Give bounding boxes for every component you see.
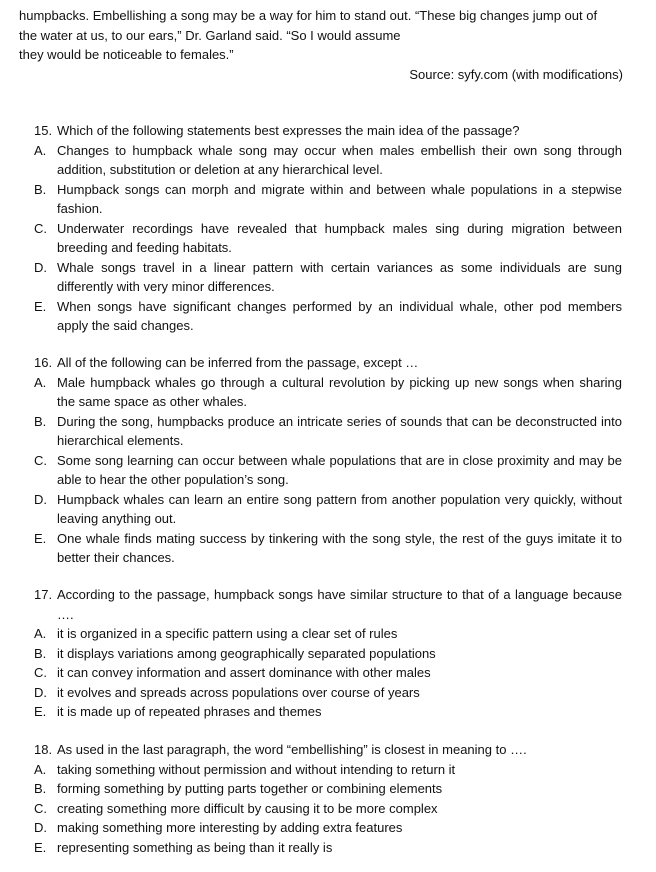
option-text: it displays variations among geographically separated populations: [57, 645, 436, 661]
option-e[interactable]: [34, 529, 622, 568]
option-b[interactable]: [34, 779, 622, 799]
option-letter: C.: [34, 665, 47, 680]
option-e[interactable]: [34, 702, 622, 722]
option-text: making something more interesting by adding extra features: [57, 820, 403, 835]
question-number: 18.: [34, 742, 53, 757]
option-e[interactable]: [34, 297, 622, 336]
option-c[interactable]: [34, 799, 622, 819]
option-list: [34, 760, 622, 858]
option-text: creating something more difficult by causing it to be more complex: [57, 800, 438, 816]
option-text: During the song, humpbacks produce an intricate series of sounds that can be deconstructed into hierarchical elements.: [57, 413, 622, 448]
option-letter: D.: [34, 491, 47, 507]
question-stem: [34, 585, 622, 624]
option-letter: D.: [34, 820, 47, 835]
question-stem: [34, 740, 622, 760]
option-letter: E.: [34, 298, 47, 314]
option-d[interactable]: [34, 490, 622, 529]
option-letter: B.: [34, 413, 47, 429]
question-text: Which of the following statements best expresses the main idea of the passage?: [57, 123, 520, 138]
option-letter: E.: [34, 704, 47, 719]
option-letter: C.: [34, 220, 47, 236]
option-a[interactable]: [34, 624, 622, 644]
option-d[interactable]: [34, 258, 622, 297]
option-letter: C.: [34, 452, 47, 468]
option-text: Changes to humpback whale song may occur when males embellish their own song through addition, substitution or deletion at any hierarchical level.: [57, 142, 622, 177]
option-a[interactable]: [34, 760, 622, 780]
option-letter: E.: [34, 530, 47, 546]
question-17: [34, 585, 622, 722]
option-text: it is made up of repeated phrases and themes: [57, 704, 322, 719]
option-letter: B.: [34, 781, 47, 796]
option-text: When songs have significant changes performed by an individual whale, other pod members apply the said changes.: [57, 298, 622, 333]
question-number: 17.: [34, 587, 53, 602]
option-text: Some song learning can occur between whale populations that are in close proximity and may be able to hear the other population’s song.: [57, 452, 622, 487]
passage-line: they would be noticeable to females.”: [19, 47, 234, 62]
option-letter: D.: [34, 684, 47, 700]
option-c[interactable]: [34, 663, 622, 683]
option-b[interactable]: [34, 412, 622, 451]
option-text: representing something as being than it really is: [57, 839, 333, 855]
question-18: [34, 740, 622, 857]
option-a[interactable]: [34, 373, 622, 412]
option-list: [34, 373, 622, 568]
option-d[interactable]: [34, 818, 622, 838]
option-text: Male humpback whales go through a cultural revolution by picking up new songs when sharing the same space as other whales.: [57, 374, 622, 409]
option-d[interactable]: [34, 683, 622, 703]
question-stem: [34, 121, 622, 141]
question-number: 16.: [34, 355, 53, 370]
option-text: forming something by putting parts together or combining elements: [57, 781, 443, 796]
passage-tail: [19, 6, 623, 84]
option-text: taking something without permission and without intending to return it: [57, 761, 456, 777]
option-letter: D.: [34, 259, 47, 275]
passage-line: humpbacks. Embellishing a song may be a way for him to stand out. “These big changes jump out of: [19, 8, 598, 23]
option-c[interactable]: [34, 451, 622, 490]
option-letter: E.: [34, 839, 47, 855]
option-b[interactable]: [34, 180, 622, 219]
option-b[interactable]: [34, 644, 622, 664]
option-letter: A.: [34, 761, 47, 777]
option-list: [34, 624, 622, 722]
option-text: Whale songs travel in a linear pattern with certain variances as some individuals are sung differently with very minor differences.: [57, 259, 622, 294]
question-15: [34, 121, 622, 336]
option-text: it can convey information and assert dominance with other males: [57, 665, 431, 680]
option-a[interactable]: [34, 141, 622, 180]
question-16: [34, 353, 622, 568]
option-letter: A.: [34, 626, 47, 641]
option-letter: A.: [34, 142, 47, 158]
source-citation: Source: syfy.com (with modifications): [409, 66, 623, 82]
option-letter: B.: [34, 645, 47, 661]
option-text: it is organized in a specific pattern using a clear set of rules: [57, 626, 398, 641]
question-text: As used in the last paragraph, the word “embellishing” is closest in meaning to ….: [57, 742, 527, 757]
option-text: Humpback whales can learn an entire song pattern from another population very quickly, without leaving anything out.: [57, 491, 622, 526]
option-text: Humpback songs can morph and migrate within and between whale populations in a stepwise fashion.: [57, 181, 622, 216]
question-number: 15.: [34, 123, 53, 138]
question-text: All of the following can be inferred from the passage, except …: [57, 355, 419, 370]
option-c[interactable]: [34, 219, 622, 258]
option-letter: B.: [34, 181, 47, 197]
option-letter: A.: [34, 374, 47, 390]
question-text: According to the passage, humpback songs have similar structure to that of a language because ….: [57, 587, 622, 622]
question-stem: [34, 353, 622, 373]
passage-line: the water at us, to our ears,” Dr. Garland said. “So I would assume: [19, 27, 401, 43]
option-e[interactable]: [34, 838, 622, 858]
option-text: Underwater recordings have revealed that humpback males sing during migration between breeding and feeding habitats.: [57, 220, 622, 255]
option-letter: C.: [34, 800, 47, 816]
option-text: One whale finds mating success by tinkering with the song style, the rest of the guys imitate it to better their chances.: [57, 530, 622, 565]
option-text: it evolves and spreads across populations over course of years: [57, 684, 420, 700]
option-list: [34, 141, 622, 336]
